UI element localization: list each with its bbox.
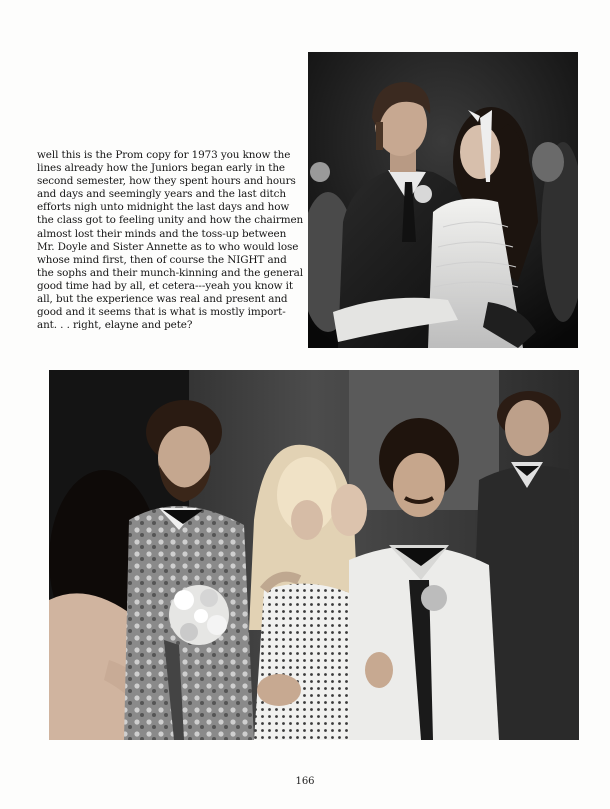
couple-dancing-photo (308, 52, 578, 348)
group-at-prom-image (49, 370, 579, 740)
couple-dancing-image (308, 52, 578, 348)
prom-copy-text: well this is the Prom copy for 1973 you know the lines already how the Juniors began early in the second semester, how they spent hours and hours and days and seemingly years and the last ditch efforts nigh unto midnight the last days and how the class got to feeling unity and how the chairmen almost lost their minds and the toss-up between Mr. Doyle and Sister Annette as to who would lose whose mind first, then of course the NIGHT and the sophs and their munch-kinning and the general good time had by all, et cetera---yeah you know it all, but the experience was real and present and good and it seems that is what is mostly import-ant. . . right, elayne and pete? (37, 149, 304, 332)
page-number: 166 (295, 776, 315, 787)
group-at-prom-photo (49, 370, 579, 740)
